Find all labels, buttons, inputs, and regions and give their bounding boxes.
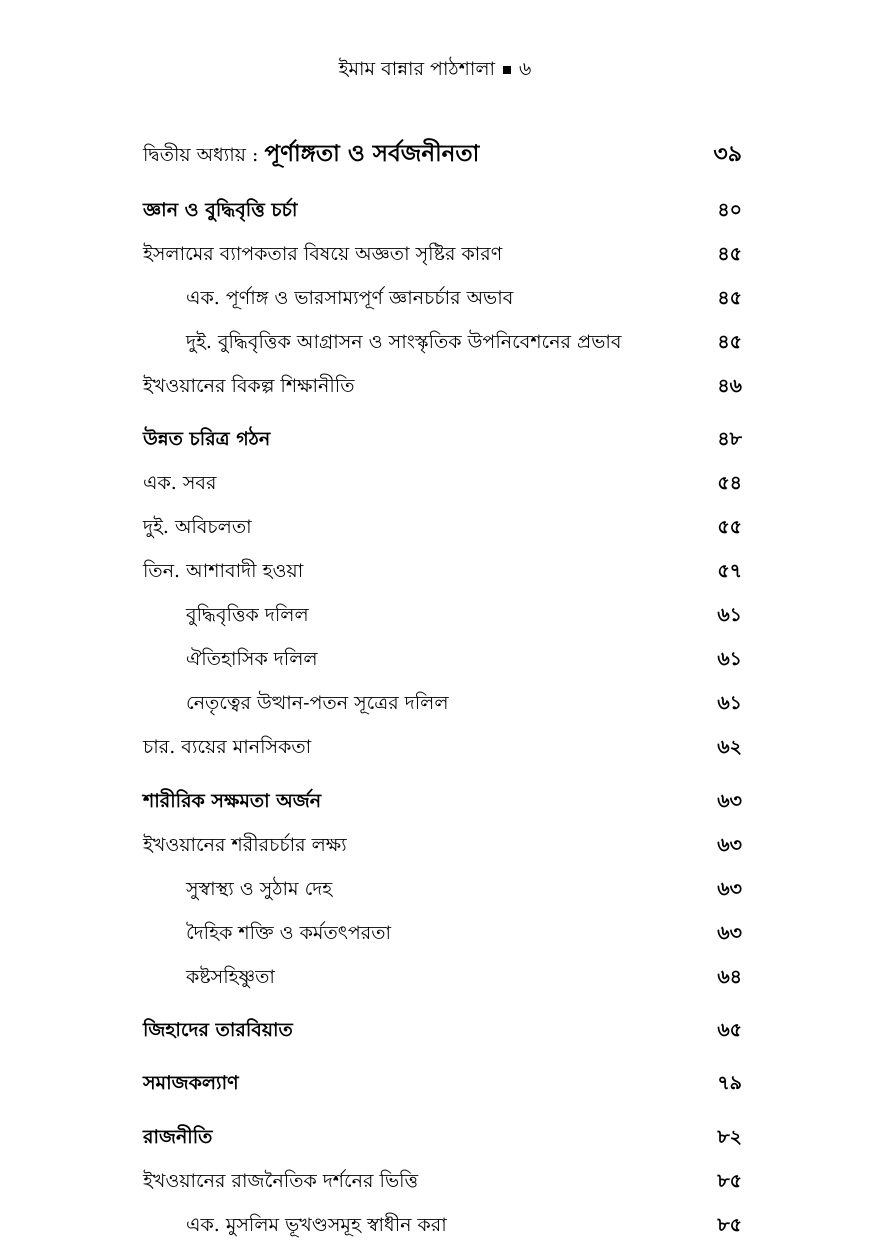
toc-entry xyxy=(0,553,870,589)
entry-page-number: ৪৫ xyxy=(717,331,742,353)
entry-title: উন্নত চরিত্র গঠন xyxy=(143,428,271,450)
toc-entry xyxy=(0,959,870,995)
entry-page-number: ৬৫ xyxy=(717,1019,742,1041)
toc-entry xyxy=(0,915,870,951)
toc-entry xyxy=(0,827,870,863)
entry-title: দৈহিক শক্তি ও কর্মতৎপরতা xyxy=(186,922,391,944)
entry-title: জ্ঞান ও বুদ্ধিবৃত্তি চর্চা xyxy=(143,199,298,221)
entry-page-number: ৬৩ xyxy=(717,834,742,856)
entry-title: শারীরিক সক্ষমতা অর্জন xyxy=(143,790,322,812)
entry-title: দুই. বুদ্ধিবৃত্তিক আগ্রাসন ও সাংস্কৃতিক উপনিবেশনের প্রভাব xyxy=(186,331,622,353)
chapter-name: পূর্ণাঙ্গতা ও সর্বজনীনতা xyxy=(264,140,480,167)
entry-page-number: ৬১ xyxy=(717,648,742,670)
entry-title: ঐতিহাসিক দলিল xyxy=(186,648,318,670)
entry-title: বুদ্ধিবৃত্তিক দলিল xyxy=(186,604,309,626)
toc-entry xyxy=(0,236,870,272)
entry-title: ইখওয়ানের শরীরচর্চার লক্ষ্য xyxy=(143,834,347,856)
toc-entry xyxy=(0,1163,870,1199)
entry-title: নেতৃত্বের উত্থান-পতন সূত্রের দলিল xyxy=(186,692,449,714)
toc-chapter-heading xyxy=(0,134,870,174)
toc-entry xyxy=(0,597,870,633)
toc-entry xyxy=(0,871,870,907)
entry-title: সুস্বাস্থ্য ও সুঠাম দেহ xyxy=(186,878,333,900)
entry-page-number: ৬২ xyxy=(717,736,742,758)
toc-entry xyxy=(0,1119,870,1155)
entry-page-number: ৬৩ xyxy=(717,878,742,900)
entry-title: দুই. অবিচলতা xyxy=(143,516,252,538)
chapter-prefix: দ্বিতীয় অধ্যায় : xyxy=(143,144,259,166)
entry-title: রাজনীতি xyxy=(143,1126,213,1148)
entry-page-number: ৫৪ xyxy=(717,472,742,494)
entry-page-number: ৪৫ xyxy=(717,287,742,309)
entry-page-number: ৬৩ xyxy=(717,922,742,944)
toc-entry xyxy=(0,685,870,721)
entry-page-number: ৮২ xyxy=(717,1126,742,1148)
entry-page-number: ৬১ xyxy=(717,604,742,626)
entry-title: চার. ব্যয়ের মানসিকতা xyxy=(143,736,312,758)
entry-title: কষ্টসহিষ্ণুতা xyxy=(186,966,275,988)
entry-page-number: ৭৯ xyxy=(717,1072,742,1094)
entry-page-number: ৬৪ xyxy=(717,966,742,988)
chapter-title xyxy=(143,134,479,175)
toc-entry xyxy=(0,641,870,677)
toc-entry xyxy=(0,465,870,501)
toc-entry xyxy=(0,1065,870,1101)
entry-title: ইখওয়ানের রাজনৈতিক দর্শনের ভিত্তি xyxy=(143,1170,419,1192)
toc-entry xyxy=(0,368,870,404)
entry-page-number: ৮৫ xyxy=(717,1214,742,1236)
entry-page-number: ৮৫ xyxy=(717,1170,742,1192)
entry-title: সমাজকল্যাণ xyxy=(143,1072,239,1094)
entry-title: ইসলামের ব্যাপকতার বিষয়ে অজ্ঞতা সৃষ্টির কারণ xyxy=(143,243,503,265)
entry-title: এক. মুসলিম ভূখণ্ডসমূহ স্বাধীন করা xyxy=(186,1214,447,1236)
entry-title: জিহাদের তারবিয়াত xyxy=(143,1019,293,1041)
header-page-number: ৬ xyxy=(519,58,532,80)
entry-title: তিন. আশাবাদী হওয়া xyxy=(143,560,304,582)
toc-entry xyxy=(0,421,870,457)
entry-title: ইখওয়ানের বিকল্প শিক্ষানীতি xyxy=(143,375,355,397)
entry-page-number: ৪৬ xyxy=(717,375,742,397)
toc-entry xyxy=(0,509,870,545)
toc-entry xyxy=(0,1207,870,1243)
entry-page-number: ৫৭ xyxy=(717,560,742,582)
toc-entry xyxy=(0,324,870,360)
toc-entry xyxy=(0,192,870,228)
entry-page-number: ৪৮ xyxy=(717,428,742,450)
entry-page-number: ৫৫ xyxy=(717,516,742,538)
entry-page-number: ৪০ xyxy=(717,199,742,221)
toc-entry xyxy=(0,1012,870,1048)
book-title: ইমাম বান্নার পাঠশালা xyxy=(338,58,496,80)
toc-entry xyxy=(0,783,870,819)
entry-title: এক. পূর্ণাঙ্গ ও ভারসাম্যপূর্ণ জ্ঞানচর্চার অভাব xyxy=(186,287,514,309)
toc-entry xyxy=(0,280,870,316)
entry-title: এক. সবর xyxy=(143,472,217,494)
chapter-page-number: ৩৯ xyxy=(713,141,742,167)
entry-page-number: ৪৫ xyxy=(717,243,742,265)
entry-page-number: ৬৩ xyxy=(717,790,742,812)
toc-entry xyxy=(0,729,870,765)
entry-page-number: ৬১ xyxy=(717,692,742,714)
